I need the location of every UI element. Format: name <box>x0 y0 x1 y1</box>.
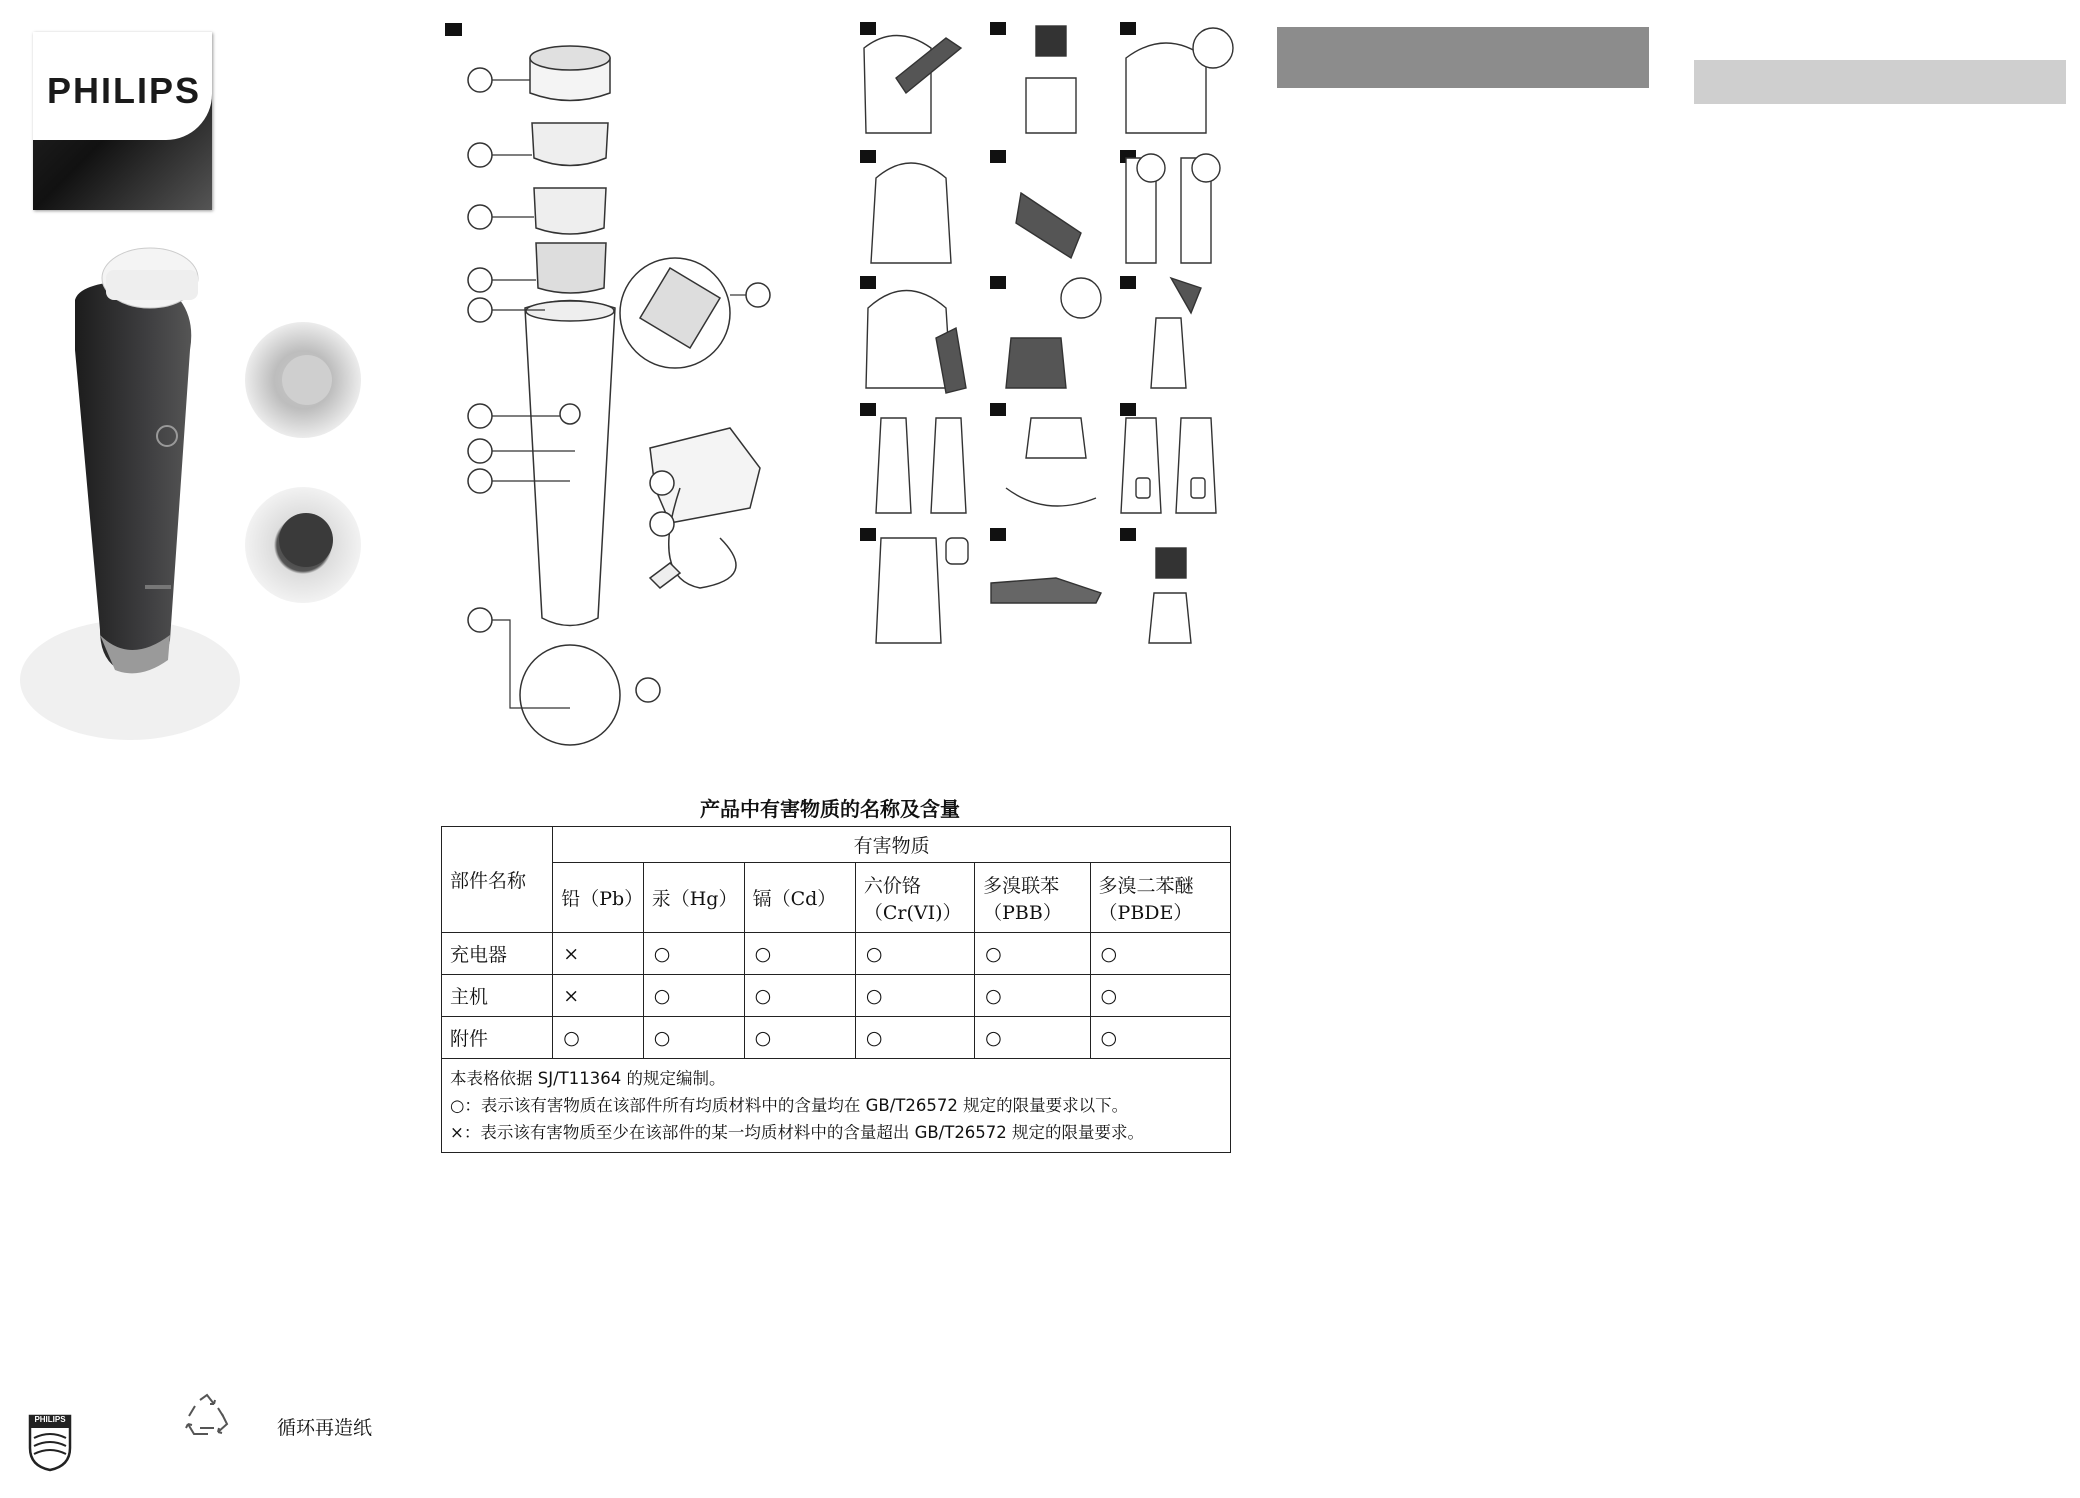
table-cell: ○ <box>1090 1017 1230 1059</box>
table-row <box>442 1017 1231 1059</box>
step-illustrations <box>856 18 1234 648</box>
table-title: 产品中有害物质的名称及含量 <box>700 797 960 821</box>
table-notes <box>442 1059 1231 1153</box>
hazardous-substances-table <box>441 826 1231 1153</box>
table-cell: ○ <box>643 1017 744 1059</box>
table-cell: ○ <box>975 933 1090 975</box>
brand-logo-text: PHILIPS <box>47 70 202 111</box>
philips-logo-panel <box>33 32 212 210</box>
table-cell: ○ <box>1090 933 1230 975</box>
table-cell: ○ <box>855 933 974 975</box>
table-row <box>442 933 1231 975</box>
table-cell: ○ <box>1090 975 1230 1017</box>
substances-group-header: 有害物质 <box>553 827 1231 863</box>
note-line: ○：表示该有害物质在该部件所有均质材料中的含量均在 GB/T26572 规定的限量要求以下。 <box>450 1096 1129 1115</box>
header-bar-light <box>1694 60 2066 104</box>
substance-header: 镉（Cd） <box>744 863 855 933</box>
small-logo-text: PHILIPS <box>34 1415 66 1424</box>
substance-header: 六价铬（Cr(VI)） <box>855 863 974 933</box>
table-cell: ○ <box>744 1017 855 1059</box>
parts-diagram <box>430 18 790 758</box>
substance-header: 多溴联苯（PBB） <box>975 863 1090 933</box>
table-cell: ○ <box>744 975 855 1017</box>
table-cell: ○ <box>744 933 855 975</box>
table-cell: ○ <box>643 975 744 1017</box>
substance-header: 多溴二苯醚（PBDE） <box>1090 863 1230 933</box>
table-cell: ○ <box>553 1017 643 1059</box>
recycle-icon <box>182 1392 232 1440</box>
table-cell: ○ <box>975 975 1090 1017</box>
recycle-label: 循环再造纸 <box>277 1417 373 1439</box>
table-cell: ○ <box>855 1017 974 1059</box>
table-cell: × <box>553 933 643 975</box>
table-cell: ○ <box>975 1017 1090 1059</box>
product-photo <box>20 240 380 760</box>
header-bar-dark <box>1277 27 1649 88</box>
substance-header: 铅（Pb） <box>553 863 643 933</box>
substance-header: 汞（Hg） <box>643 863 744 933</box>
table-cell: × <box>553 975 643 1017</box>
note-line: 本表格依据 SJ/T11364 的规定编制。 <box>450 1069 726 1088</box>
part-name: 主机 <box>442 975 553 1017</box>
part-name-header: 部件名称 <box>442 827 553 933</box>
part-name: 充电器 <box>442 933 553 975</box>
table-cell: ○ <box>643 933 744 975</box>
note-line: ×：表示该有害物质至少在该部件的某一均质材料中的含量超出 GB/T26572 规定的限量要求。 <box>450 1123 1145 1142</box>
part-name: 附件 <box>442 1017 553 1059</box>
table-cell: ○ <box>855 975 974 1017</box>
table-row <box>442 975 1231 1017</box>
